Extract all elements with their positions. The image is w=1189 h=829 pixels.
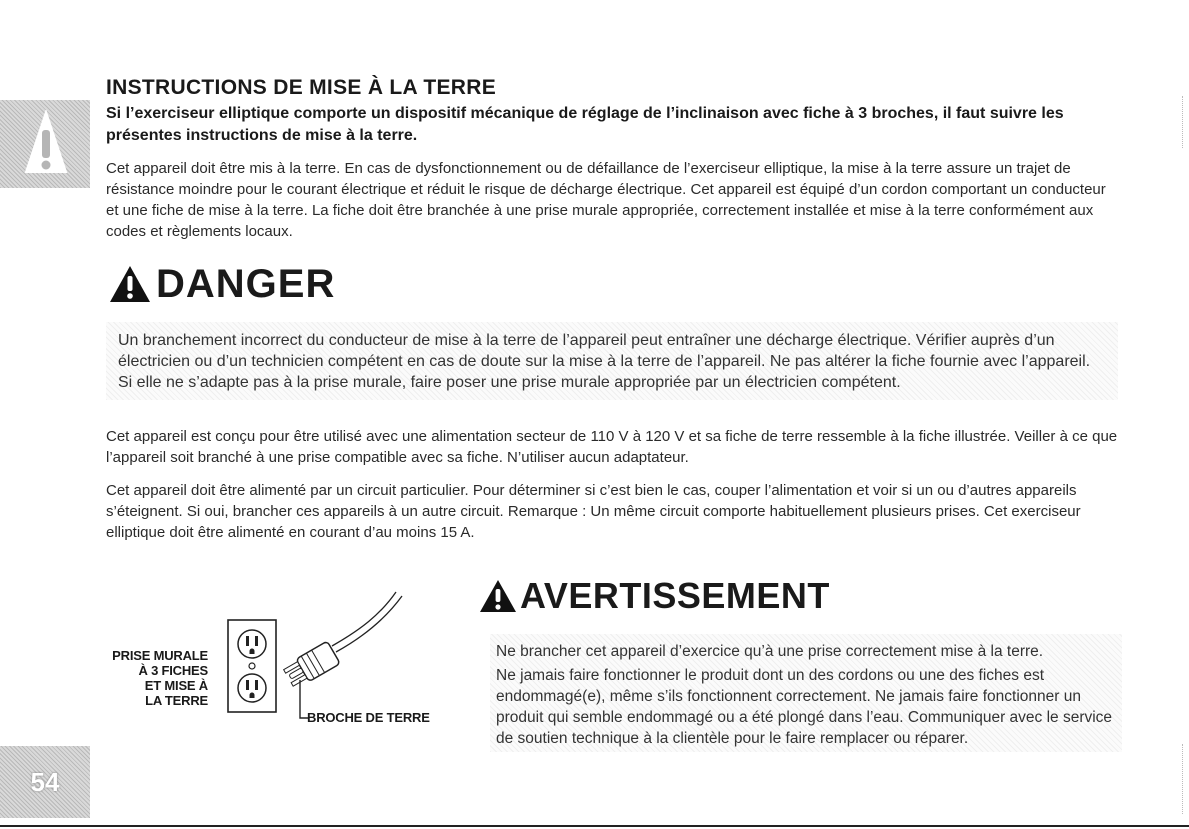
warning-heading [478,576,830,616]
bottom-rule [0,825,1189,827]
margin-rule [1182,96,1183,148]
danger-box [106,322,1118,400]
warning-triangle-icon [478,578,518,614]
outlet-plug-diagram [220,590,420,730]
warning-side-tab [0,100,90,188]
page-number: 54 [30,766,60,797]
warning-title: AVERTISSEMENT [520,575,830,616]
power-cord [332,592,396,646]
power-cord [336,596,402,652]
outlet-label-line: ET MISE À [144,678,208,693]
outlet-screw [249,663,255,669]
danger-heading [108,262,335,306]
ground-pin-label: BROCHE DE TERRE [307,710,430,725]
danger-text: Un branchement incorrect du conducteur de mise à la terre de l’appareil peut entraîner une décharge électrique. Vérifier auprès d’un électricien ou d’un technicien compétent en cas de doute sur la mise à la terre de l’appareil. Ne pas altérer la fiche fournie avec l’appareil. Si elle ne s’adapte pas à la prise murale, faire poser une prise murale appropriée par un électricien compétent. [118,332,1091,391]
warning-triangle-icon [24,110,68,176]
circuit-paragraph: Cet appareil doit être alimenté par un circuit particulier. Pour déterminer si c’est bien le cas, couper l’alimentation et voir si un ou d’autres appareils s’éteignent. Si oui, brancher ces appareils à un autre circuit. Remarque : Un même circuit comporte habituellement plusieurs prises. Cet exerciseur elliptique doit être alimenté en courant d’au moins 15 A. [106,482,1081,541]
receptacle-bottom [238,674,266,702]
page-number-tab [0,746,90,818]
warning-triangle-icon [108,264,152,304]
intro-paragraph: Cet appareil doit être mis à la terre. En cas de dysfonctionnement ou de défaillance de l’exerciseur elliptique, la mise à la terre assure un trajet de résistance moindre pour le courant électrique et réduit le risque de décharge électrique. Cet appareil est équipé d’un cordon comportant un conducteur et une fiche de mise à la terre. La fiche doit être branchée à une prise murale appropriée, correctement installée et mise à la terre conformément aux codes et règlements locaux. [106,160,1106,240]
voltage-paragraph: Cet appareil est conçu pour être utilisé avec une alimentation secteur de 110 V à 120 V et sa fiche de terre ressemble à la fiche illustrée. Veiller à ce que l’appareil soit branché à une prise compatible avec sa fiche. N’utiliser aucun adaptateur. [106,428,1118,466]
outlet-label [100,648,208,708]
page-title: INSTRUCTIONS DE MISE À LA TERRE [106,76,497,99]
page-subtitle: Si l’exerciseur elliptique comporte un dispositif mécanique de réglage de l’inclinaison avec fiche à 3 broches, il faut suivre les présentes instructions de mise à la terre. [106,105,1064,144]
danger-title: DANGER [156,262,336,306]
warning-text-line-1: Ne brancher cet appareil d’exercice qu’à une prise correctement mise à la terre. [496,643,1044,660]
warning-box [490,634,1122,752]
warning-text-line-2: Ne jamais faire fonctionner le produit dont un des cordons ou une des fiches est endommagé(e), même s’ils fonctionnent correctement. Ne jamais faire fonctionner un produit qui semble endommagé ou a été plongé dans l’eau. Communiquer avec le service de soutien technique à la clientèle pour le faire remplacer ou réparer. [496,667,1113,747]
outlet-label-line: PRISE MURALE [112,648,208,663]
outlet-label-line: À 3 FICHES [138,663,208,678]
outlet-label-line: LA TERRE [145,693,208,708]
plug [282,641,340,690]
receptacle-top [238,630,266,658]
margin-rule [1182,744,1183,814]
